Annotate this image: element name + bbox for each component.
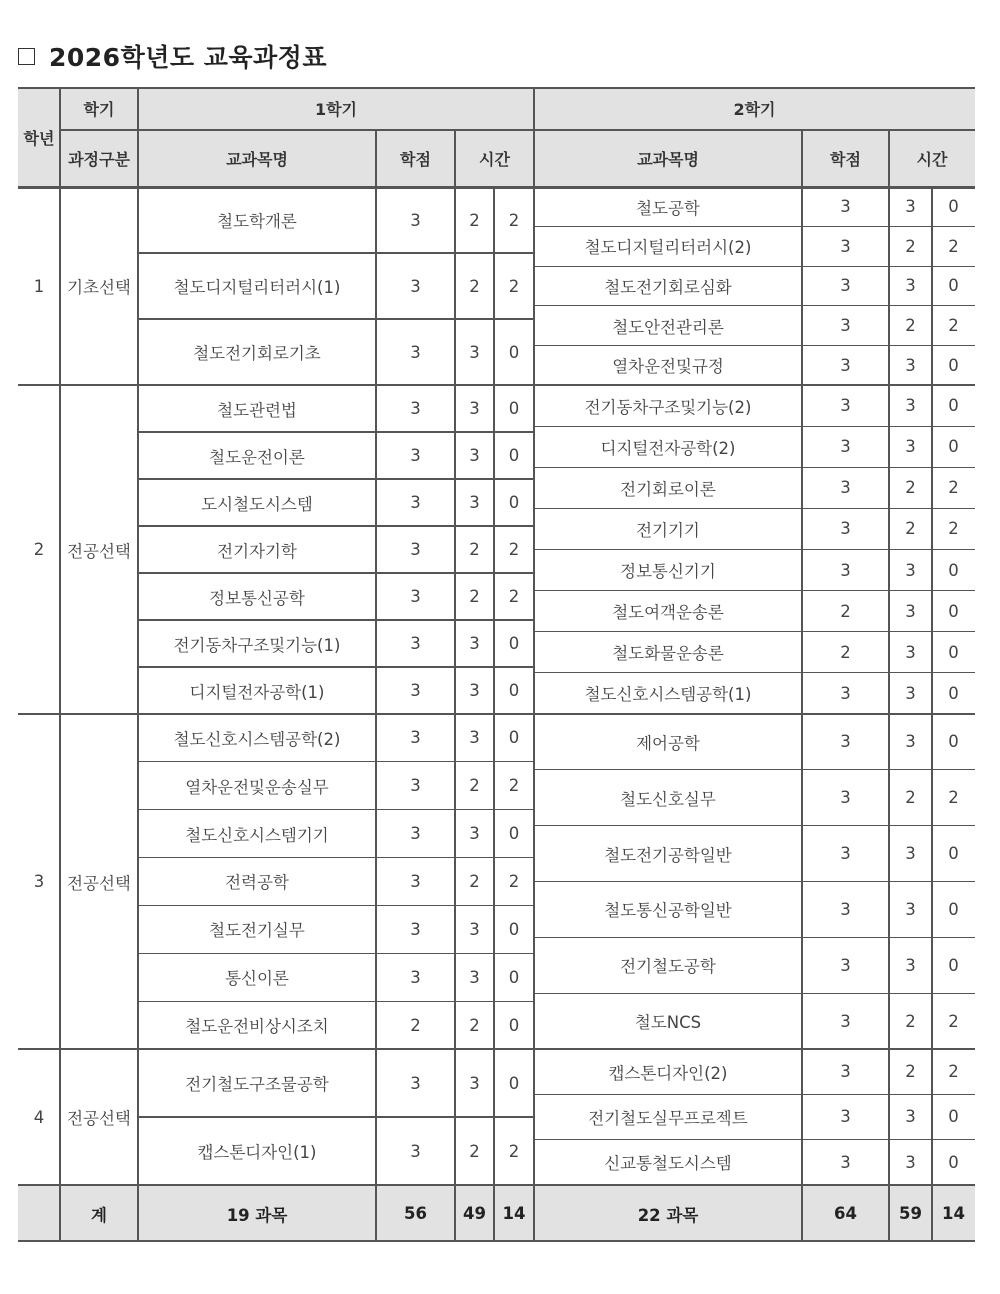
course-name: 철도여객운송론: [612, 603, 724, 623]
column-divider: [137, 187, 138, 385]
course-hours-theory: 2: [469, 1141, 480, 1161]
course-hours-theory: 3: [905, 396, 916, 416]
course-hours-practice: 2: [508, 276, 520, 296]
course-name: 전력공학: [225, 873, 289, 893]
course-credit: 3: [840, 437, 851, 457]
column-divider: [888, 1049, 889, 1185]
course-hours-practice: 0: [508, 399, 520, 418]
totals-label: 계: [91, 1205, 107, 1225]
column-divider: [533, 187, 534, 385]
course-hours-practice: 2: [508, 587, 520, 606]
header-course-name: 교과목명: [226, 150, 288, 169]
header-hours: 시간: [479, 150, 510, 169]
header-hours: 시간: [916, 150, 948, 169]
course-hours-theory: 2: [905, 478, 916, 498]
column-divider: [801, 130, 802, 187]
course-name: 정보통신공학: [209, 588, 305, 608]
column-divider: [801, 1185, 802, 1242]
track-label: 전공선택: [67, 1109, 131, 1128]
column-divider: [137, 1049, 138, 1185]
course-hours-theory: 2: [469, 540, 480, 559]
column-divider: [454, 1185, 455, 1242]
totals-sem2-hours-theory: 59: [899, 1204, 922, 1223]
course-hours-theory: 3: [905, 642, 916, 662]
course-credit: 3: [410, 342, 421, 362]
course-hours-practice: 0: [948, 844, 959, 864]
course-hours-theory: 3: [469, 1073, 480, 1093]
course-hours-practice: 2: [508, 1141, 520, 1161]
course-hours-practice: 0: [948, 1152, 959, 1172]
row-divider: [138, 1116, 534, 1117]
row-divider: [534, 590, 975, 591]
course-name: 전기기기: [636, 520, 700, 540]
course-name: 철도디지털리터러시(2): [584, 238, 752, 258]
course-credit: 2: [410, 1015, 421, 1035]
row-divider: [138, 572, 534, 573]
totals-sem2-hours-practice: 14: [942, 1204, 965, 1223]
course-hours-practice: 2: [948, 478, 959, 498]
course-hours-theory: 2: [469, 276, 480, 296]
column-divider: [931, 1049, 932, 1185]
course-name: 전기철도구조물공학: [185, 1075, 329, 1094]
course-hours-practice: 2: [508, 871, 520, 891]
course-credit: 3: [410, 587, 421, 606]
column-divider: [59, 87, 60, 187]
course-hours-practice: 0: [948, 642, 959, 662]
course-name: 디지털전자공학(2): [600, 438, 736, 458]
course-name: 철도신호실무: [620, 789, 716, 809]
column-divider: [493, 187, 494, 385]
course-hours-practice: 2: [508, 210, 520, 230]
checkbox-square-icon: [18, 48, 35, 65]
course-hours-practice: 0: [508, 446, 520, 465]
grade-number: 3: [33, 872, 45, 891]
totals-sem1-hours-theory: 49: [463, 1204, 486, 1223]
column-divider: [888, 385, 889, 714]
course-credit: 3: [410, 210, 421, 230]
course-credit: 3: [410, 871, 421, 891]
column-divider: [375, 130, 376, 187]
course-credit: 3: [840, 396, 851, 416]
column-divider: [137, 87, 138, 187]
course-name: 철도안전관리론: [612, 317, 724, 337]
course-credit: 3: [410, 776, 421, 796]
course-hours-theory: 2: [469, 1015, 480, 1035]
course-credit: 3: [410, 919, 421, 939]
row-divider: [138, 809, 534, 810]
course-hours-theory: 3: [905, 955, 916, 975]
column-divider: [533, 1049, 534, 1185]
row-divider: [534, 508, 975, 509]
course-hours-practice: 2: [948, 519, 959, 539]
course-hours-theory: 3: [905, 844, 916, 864]
course-hours-practice: 2: [508, 776, 520, 796]
course-hours-practice: 0: [948, 437, 959, 457]
row-divider: [60, 129, 975, 130]
column-divider: [493, 1049, 494, 1185]
row-divider: [534, 426, 975, 427]
course-hours-practice: 0: [508, 967, 520, 987]
column-divider: [454, 187, 455, 385]
course-name: 철도전기회로심화: [604, 277, 732, 297]
course-name: 철도신호시스템공학(2): [173, 729, 341, 749]
course-credit: 3: [840, 236, 851, 256]
course-name: 철도NCS: [634, 1013, 702, 1033]
grade-number: 2: [33, 540, 45, 559]
course-hours-theory: 3: [905, 899, 916, 919]
course-name: 철도관련법: [217, 400, 297, 420]
course-name: 철도신호시스템기기: [185, 825, 329, 845]
column-divider: [801, 187, 802, 385]
course-hours-theory: 3: [905, 276, 916, 296]
course-hours-practice: 0: [948, 276, 959, 296]
course-hours-practice: 0: [948, 396, 959, 416]
course-hours-theory: 2: [469, 776, 480, 796]
row-divider: [534, 769, 975, 770]
course-hours-theory: 2: [469, 210, 480, 230]
grade-number: 1: [33, 276, 45, 296]
course-hours-theory: 3: [469, 634, 480, 653]
course-hours-practice: 2: [508, 540, 520, 559]
course-hours-theory: 3: [905, 1107, 916, 1127]
course-hours-practice: 2: [948, 316, 959, 336]
column-divider: [888, 1185, 889, 1242]
course-name: 철도운전이론: [209, 447, 305, 467]
course-hours-theory: 3: [469, 399, 480, 418]
row-divider: [138, 431, 534, 432]
column-divider: [888, 130, 889, 187]
course-credit: 3: [840, 276, 851, 296]
course-name: 열차운전및규정: [612, 357, 724, 377]
column-divider: [454, 714, 455, 1049]
course-name: 열차운전및운송실무: [185, 777, 329, 797]
column-divider: [533, 87, 534, 187]
course-hours-practice: 2: [948, 1062, 959, 1082]
totals-sem1-hours-practice: 14: [502, 1204, 526, 1223]
row-divider: [534, 266, 975, 267]
course-name: 전기동차구조및기능(1): [173, 635, 341, 655]
course-credit: 3: [840, 478, 851, 498]
course-hours-theory: 3: [469, 681, 480, 700]
course-hours-practice: 2: [948, 236, 959, 256]
course-credit: 3: [410, 824, 421, 844]
column-divider: [533, 1185, 534, 1242]
course-hours-practice: 2: [948, 1011, 959, 1031]
course-hours-practice: 0: [508, 1073, 520, 1093]
course-hours-theory: 2: [905, 1011, 916, 1031]
row-divider: [534, 937, 975, 938]
course-hours-practice: 0: [508, 824, 520, 844]
header-semester-1: 1학기: [314, 100, 358, 119]
course-hours-practice: 0: [948, 732, 959, 752]
column-divider: [801, 385, 802, 714]
course-credit: 2: [840, 642, 851, 662]
column-divider: [59, 1049, 60, 1185]
course-credit: 3: [410, 540, 421, 559]
row-divider: [534, 305, 975, 306]
course-hours-practice: 0: [508, 919, 520, 939]
course-hours-theory: 3: [905, 1152, 916, 1172]
track-label: 기초선택: [67, 278, 131, 297]
course-name: 전기동차구조및기능(2): [584, 397, 752, 417]
column-divider: [888, 187, 889, 385]
course-credit: 3: [840, 732, 851, 752]
course-name: 철도공학: [636, 198, 700, 218]
header-semester-2: 2학기: [733, 100, 776, 119]
row-divider: [534, 1139, 975, 1140]
course-hours-theory: 3: [469, 824, 480, 844]
course-hours-practice: 0: [508, 342, 520, 362]
course-credit: 3: [410, 276, 421, 296]
course-name: 철도화물운송론: [612, 644, 724, 664]
row-divider: [138, 318, 534, 319]
course-credit: 3: [840, 1107, 851, 1127]
course-credit: 3: [410, 728, 421, 748]
course-credit: 3: [840, 844, 851, 864]
header-credit: 학점: [830, 150, 861, 169]
column-divider: [931, 187, 932, 385]
course-name: 전기철도실무프로젝트: [588, 1108, 748, 1128]
column-divider: [59, 1185, 60, 1242]
row-divider: [138, 857, 534, 858]
course-credit: 3: [410, 493, 421, 512]
course-hours-practice: 0: [508, 728, 520, 748]
course-name: 철도학개론: [217, 212, 297, 231]
course-name: 캡스톤디자인(1): [197, 1143, 317, 1162]
course-credit: 3: [840, 519, 851, 539]
totals-sem2-credit: 64: [834, 1204, 857, 1223]
column-divider: [931, 385, 932, 714]
column-divider: [493, 385, 494, 714]
column-divider: [888, 714, 889, 1049]
course-hours-theory: 2: [905, 1062, 916, 1082]
track-label: 전공선택: [67, 873, 131, 893]
column-divider: [493, 714, 494, 1049]
course-name: 철도신호시스템공학(1): [584, 685, 752, 705]
row-divider: [138, 252, 534, 253]
course-name: 캡스톤디자인(2): [608, 1063, 728, 1083]
column-divider: [454, 385, 455, 714]
course-name: 디지털전자공학(1): [189, 682, 325, 702]
row-divider: [534, 631, 975, 632]
row-divider: [138, 1001, 534, 1002]
course-hours-practice: 0: [948, 601, 959, 621]
row-divider: [534, 467, 975, 468]
column-divider: [59, 187, 60, 385]
course-hours-practice: 0: [948, 355, 959, 375]
course-hours-theory: 2: [469, 587, 480, 606]
course-hours-theory: 2: [905, 788, 916, 808]
totals-sem1-credit: 56: [404, 1204, 427, 1223]
course-hours-theory: 3: [469, 342, 480, 362]
course-hours-theory: 2: [905, 236, 916, 256]
course-hours-theory: 2: [469, 871, 480, 891]
course-name: 전기회로이론: [620, 479, 716, 499]
course-hours-practice: 0: [508, 493, 520, 512]
course-name: 신교통철도시스템: [604, 1154, 732, 1174]
course-hours-practice: 0: [948, 197, 959, 217]
course-credit: 3: [840, 683, 851, 703]
course-credit: 3: [410, 446, 421, 465]
header-track: 과정구분: [68, 150, 130, 169]
totals-sem1-courses: 19 과목: [226, 1205, 288, 1225]
course-name: 전기철도공학: [620, 957, 716, 977]
row-divider: [138, 478, 534, 479]
totals-sem2-courses: 22 과목: [637, 1205, 699, 1225]
course-hours-practice: 0: [948, 683, 959, 703]
course-hours-theory: 3: [905, 560, 916, 580]
column-divider: [533, 385, 534, 714]
course-credit: 3: [840, 316, 851, 336]
track-label: 전공선택: [67, 541, 131, 561]
course-hours-practice: 0: [508, 634, 520, 653]
row-divider: [534, 825, 975, 826]
row-divider: [18, 87, 975, 90]
column-divider: [137, 385, 138, 714]
course-name: 철도전기회로기초: [193, 344, 321, 363]
course-hours-theory: 2: [905, 316, 916, 336]
course-hours-theory: 3: [469, 446, 480, 465]
course-name: 철도운전비상시조치: [185, 1017, 329, 1037]
document-title-text: 2026학년도 교육과정표: [49, 43, 327, 72]
row-divider: [138, 953, 534, 954]
row-divider: [534, 549, 975, 550]
column-divider: [375, 187, 376, 385]
course-credit: 3: [840, 197, 851, 217]
course-hours-theory: 3: [905, 355, 916, 375]
course-hours-theory: 2: [905, 519, 916, 539]
header-credit: 학점: [400, 150, 431, 169]
course-credit: 3: [410, 399, 421, 418]
row-divider: [534, 1094, 975, 1095]
column-divider: [137, 714, 138, 1049]
course-credit: 3: [410, 1141, 421, 1161]
column-divider: [931, 1185, 932, 1242]
row-divider: [534, 993, 975, 994]
document-title: [18, 38, 327, 74]
course-hours-theory: 3: [469, 728, 480, 748]
course-name: 제어공학: [636, 733, 700, 753]
column-divider: [375, 385, 376, 714]
course-credit: 3: [410, 1073, 421, 1093]
column-divider: [931, 714, 932, 1049]
course-credit: 3: [840, 955, 851, 975]
column-divider: [59, 385, 60, 714]
course-hours-practice: 0: [948, 955, 959, 975]
course-hours-theory: 3: [905, 197, 916, 217]
row-divider: [18, 1240, 975, 1243]
row-divider: [534, 881, 975, 882]
row-divider: [138, 905, 534, 906]
row-divider: [138, 525, 534, 526]
row-divider: [534, 226, 975, 227]
column-divider: [454, 130, 455, 187]
course-hours-theory: 3: [469, 919, 480, 939]
course-hours-practice: 0: [508, 1015, 520, 1035]
header-semester: 학기: [83, 100, 115, 119]
header-grade: 학년: [23, 128, 55, 148]
row-divider: [534, 345, 975, 346]
course-name: 철도전기공학일반: [604, 845, 732, 865]
column-divider: [375, 1049, 376, 1185]
course-hours-theory: 3: [469, 493, 480, 512]
course-name: 철도전기실무: [209, 921, 305, 941]
course-name: 철도디지털리터러시(1): [173, 278, 341, 297]
row-divider: [138, 666, 534, 667]
column-divider: [375, 714, 376, 1049]
course-credit: 3: [410, 967, 421, 987]
header-course-name: 교과목명: [637, 150, 699, 169]
course-credit: 3: [410, 634, 421, 653]
course-hours-theory: 3: [905, 601, 916, 621]
course-name: 정보통신기기: [620, 562, 716, 582]
row-divider: [138, 761, 534, 762]
row-divider: [534, 672, 975, 673]
course-credit: 3: [840, 1152, 851, 1172]
column-divider: [375, 1185, 376, 1242]
grade-number: 4: [33, 1107, 45, 1127]
course-hours-practice: 2: [948, 788, 959, 808]
course-hours-practice: 0: [948, 560, 959, 580]
course-credit: 2: [840, 601, 851, 621]
course-credit: 3: [840, 560, 851, 580]
course-hours-theory: 3: [905, 732, 916, 752]
course-hours-theory: 3: [905, 683, 916, 703]
course-name: 전기자기학: [217, 541, 297, 561]
course-hours-practice: 0: [948, 1107, 959, 1127]
course-credit: 3: [410, 681, 421, 700]
course-name: 도시철도시스템: [201, 494, 313, 514]
course-name: 철도통신공학일반: [604, 901, 732, 921]
course-hours-practice: 0: [508, 681, 520, 700]
course-credit: 3: [840, 355, 851, 375]
curriculum-table: [18, 87, 975, 1242]
row-divider: [138, 619, 534, 620]
course-name: 통신이론: [225, 969, 289, 989]
course-credit: 3: [840, 1062, 851, 1082]
column-divider: [801, 714, 802, 1049]
column-divider: [59, 714, 60, 1049]
column-divider: [801, 1049, 802, 1185]
course-hours-practice: 0: [948, 899, 959, 919]
course-credit: 3: [840, 1011, 851, 1031]
course-credit: 3: [840, 788, 851, 808]
course-credit: 3: [840, 899, 851, 919]
column-divider: [454, 1049, 455, 1185]
column-divider: [493, 1185, 494, 1242]
column-divider: [137, 1185, 138, 1242]
course-hours-theory: 3: [905, 437, 916, 457]
column-divider: [533, 714, 534, 1049]
course-hours-theory: 3: [469, 967, 480, 987]
